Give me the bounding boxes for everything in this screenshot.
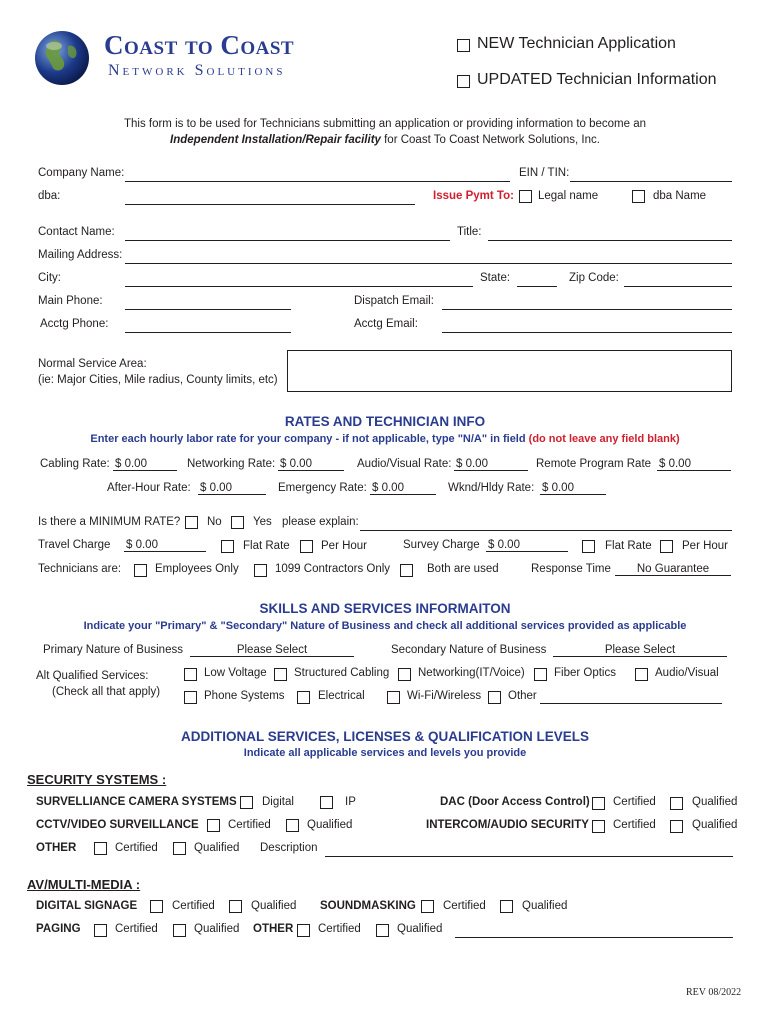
surveillance-ip-checkbox[interactable] <box>320 796 333 809</box>
av-other-qualified-checkbox[interactable] <box>376 924 389 937</box>
security-other-qualified-label: Qualified <box>194 842 240 854</box>
zip-field[interactable] <box>624 286 732 287</box>
networking-checkbox[interactable] <box>398 668 411 681</box>
state-field[interactable] <box>517 286 557 287</box>
cctv-qualified-label: Qualified <box>307 819 353 831</box>
explain-label: please explain: <box>282 516 359 528</box>
signage-qualified-checkbox[interactable] <box>229 900 242 913</box>
other-service-field[interactable] <box>540 703 722 704</box>
main-phone-label: Main Phone: <box>38 295 103 307</box>
av-other-certified-checkbox[interactable] <box>297 924 310 937</box>
alt-services-hint: (Check all that apply) <box>52 686 161 698</box>
response-time-field[interactable]: No Guarantee <box>615 563 731 576</box>
additional-instructions: Indicate all applicable services and levels you provide <box>243 747 527 759</box>
main-phone-field[interactable] <box>125 309 291 310</box>
min-rate-label: Is there a MINIMUM RATE? <box>38 516 181 528</box>
contractors-checkbox[interactable] <box>254 564 267 577</box>
travel-charge-field[interactable]: $ 0.00 <box>124 539 206 552</box>
cctv-label: CCTV/VIDEO SURVEILLANCE <box>36 819 199 831</box>
paging-certified-label: Certified <box>115 923 158 935</box>
wknd-rate-label: Wknd/Hldy Rate: <box>448 482 535 494</box>
min-rate-no-checkbox[interactable] <box>185 516 198 529</box>
soundmasking-qualified-checkbox[interactable] <box>500 900 513 913</box>
dispatch-email-label: Dispatch Email: <box>354 295 434 307</box>
soundmasking-qualified-label: Qualified <box>522 900 568 912</box>
dba-name-label: dba Name <box>653 190 707 202</box>
av-other-field[interactable] <box>455 937 733 938</box>
secondary-nature-label: Secondary Nature of Business <box>391 644 547 656</box>
mailing-address-label: Mailing Address: <box>38 249 123 261</box>
emergency-rate-label: Emergency Rate: <box>278 482 367 494</box>
logo-line2: Network Solutions <box>108 62 286 79</box>
dba-name-checkbox[interactable] <box>632 190 645 203</box>
fiber-optics-checkbox[interactable] <box>534 668 547 681</box>
signage-qualified-label: Qualified <box>251 900 297 912</box>
globe-logo-icon <box>30 28 94 88</box>
employees-label: Employees Only <box>155 563 239 575</box>
cctv-certified-checkbox[interactable] <box>207 819 220 832</box>
phone-systems-label: Phone Systems <box>204 690 285 702</box>
acctg-email-field[interactable] <box>442 332 732 333</box>
electrical-checkbox[interactable] <box>297 691 310 704</box>
intercom-qualified-checkbox[interactable] <box>670 820 683 833</box>
networking-rate-label: Networking Rate: <box>187 458 276 470</box>
primary-nature-select[interactable]: Please Select <box>190 644 354 657</box>
cabling-rate-field[interactable]: $ 0.00 <box>113 458 177 471</box>
new-application-label: NEW Technician Application <box>477 35 676 52</box>
afterhour-rate-field[interactable]: $ 0.00 <box>198 482 266 495</box>
city-label: City: <box>38 272 61 284</box>
travel-per-hour-checkbox[interactable] <box>300 540 313 553</box>
paging-qualified-checkbox[interactable] <box>173 924 186 937</box>
min-rate-yes-label: Yes <box>253 516 272 528</box>
legal-name-label: Legal name <box>538 190 599 202</box>
av-rate-field[interactable]: $ 0.00 <box>454 458 528 471</box>
electrical-label: Electrical <box>318 690 365 702</box>
revision-label: REV 08/2022 <box>686 987 742 998</box>
secondary-nature-select[interactable]: Please Select <box>553 644 727 657</box>
travel-charge-label: Travel Charge <box>38 539 111 551</box>
paging-certified-checkbox[interactable] <box>94 924 107 937</box>
wknd-rate-field[interactable]: $ 0.00 <box>540 482 606 495</box>
intro-line1: This form is to be used for Technicians submitting an application or providing information to become an <box>123 118 647 130</box>
skills-heading: SKILLS AND SERVICES INFORMAITON <box>259 601 511 616</box>
structured-cabling-label: Structured Cabling <box>294 667 390 679</box>
networking-label: Networking(IT/Voice) <box>418 667 525 679</box>
title-field[interactable] <box>488 240 732 241</box>
techs-are-label: Technicians are: <box>38 563 122 575</box>
rates-heading: RATES AND TECHNICIAN INFO <box>284 414 486 429</box>
travel-flat-rate-checkbox[interactable] <box>221 540 234 553</box>
dac-label: DAC (Door Access Control) <box>440 796 590 808</box>
acctg-phone-label: Acctg Phone: <box>40 318 109 330</box>
intercom-certified-checkbox[interactable] <box>592 820 605 833</box>
fiber-optics-label: Fiber Optics <box>554 667 616 679</box>
paging-qualified-label: Qualified <box>194 923 240 935</box>
min-rate-yes-checkbox[interactable] <box>231 516 244 529</box>
intro-bold: Independent Installation/Repair facility <box>170 134 381 146</box>
zip-label: Zip Code: <box>569 272 619 284</box>
ein-label: EIN / TIN: <box>519 167 570 179</box>
surveillance-ip-label: IP <box>345 796 356 808</box>
survey-charge-label: Survey Charge <box>403 539 480 551</box>
explain-field[interactable] <box>360 530 732 531</box>
av-other-qualified-label: Qualified <box>397 923 443 935</box>
primary-nature-label: Primary Nature of Business <box>43 644 183 656</box>
contact-name-label: Contact Name: <box>38 226 115 238</box>
issue-pymt-label: Issue Pymt To: <box>433 190 514 202</box>
digital-signage-label: DIGITAL SIGNAGE <box>36 900 138 912</box>
employees-checkbox[interactable] <box>134 564 147 577</box>
dac-qualified-checkbox[interactable] <box>670 797 683 810</box>
intercom-label: INTERCOM/AUDIO SECURITY <box>426 819 589 831</box>
company-name-field[interactable] <box>125 181 510 182</box>
av-other-label: OTHER <box>253 923 294 935</box>
mailing-address-field[interactable] <box>125 263 732 264</box>
rates-instr-red: (do not leave any field blank) <box>525 433 680 445</box>
both-label: Both are used <box>427 563 499 575</box>
survey-charge-field[interactable]: $ 0.00 <box>486 539 568 552</box>
response-time-label: Response Time <box>531 563 611 575</box>
cctv-qualified-checkbox[interactable] <box>286 819 299 832</box>
other-service-label: Other <box>508 690 537 702</box>
soundmasking-label: SOUNDMASKING <box>320 900 416 912</box>
intro-line2 <box>0 134 770 146</box>
av-other-certified-label: Certified <box>318 923 361 935</box>
surveillance-digital-label: Digital <box>262 796 294 808</box>
signage-certified-checkbox[interactable] <box>150 900 163 913</box>
low-voltage-checkbox[interactable] <box>184 668 197 681</box>
audio-visual-label: Audio/Visual <box>655 667 719 679</box>
acctg-phone-field[interactable] <box>125 332 291 333</box>
description-field[interactable] <box>325 856 733 857</box>
title-label: Title: <box>457 226 482 238</box>
signage-certified-label: Certified <box>172 900 215 912</box>
wifi-label: Wi-Fi/Wireless <box>407 690 482 702</box>
soundmasking-certified-checkbox[interactable] <box>421 900 434 913</box>
additional-heading: ADDITIONAL SERVICES, LICENSES & QUALIFICATION LEVELS <box>180 729 590 744</box>
security-other-label: OTHER <box>36 842 77 854</box>
city-field[interactable] <box>125 286 473 287</box>
emergency-rate-field[interactable]: $ 0.00 <box>370 482 436 495</box>
survey-per-hour-checkbox[interactable] <box>660 540 673 553</box>
acctg-email-label: Acctg Email: <box>354 318 418 330</box>
cabling-rate-label: Cabling Rate: <box>40 458 110 470</box>
phone-systems-checkbox[interactable] <box>184 691 197 704</box>
wifi-checkbox[interactable] <box>387 691 400 704</box>
low-voltage-label: Low Voltage <box>204 667 267 679</box>
surveillance-digital-checkbox[interactable] <box>240 796 253 809</box>
contact-name-field[interactable] <box>125 240 450 241</box>
dba-label: dba: <box>38 190 61 202</box>
other-service-checkbox[interactable] <box>488 691 501 704</box>
intro-rest: for Coast To Coast Network Solutions, Inc. <box>380 134 600 146</box>
cctv-certified-label: Certified <box>228 819 271 831</box>
legal-name-checkbox[interactable] <box>519 190 532 203</box>
security-other-certified-checkbox[interactable] <box>94 842 107 855</box>
av-multimedia-heading: AV/MULTI-MEDIA : <box>27 877 141 892</box>
service-area-label: Normal Service Area: <box>38 358 147 370</box>
survey-flat-rate-label: Flat Rate <box>605 540 652 552</box>
intercom-certified-label: Certified <box>613 819 656 831</box>
service-area-hint: (ie: Major Cities, Mile radius, County limits, etc) <box>38 374 278 386</box>
survey-flat-rate-checkbox[interactable] <box>582 540 595 553</box>
updated-info-label: UPDATED Technician Information <box>477 71 717 88</box>
afterhour-rate-label: After-Hour Rate: <box>107 482 191 494</box>
surveillance-label: SURVELLIANCE CAMERA SYSTEMS <box>36 796 237 808</box>
security-other-qualified-checkbox[interactable] <box>173 842 186 855</box>
rates-instructions <box>0 433 770 445</box>
av-rate-label: Audio/Visual Rate: <box>357 458 452 470</box>
updated-info-checkbox[interactable] <box>457 75 470 88</box>
dac-qualified-label: Qualified <box>692 796 738 808</box>
dac-certified-label: Certified <box>613 796 656 808</box>
soundmasking-certified-label: Certified <box>443 900 486 912</box>
security-systems-heading: SECURITY SYSTEMS : <box>27 772 167 787</box>
remote-rate-label: Remote Program Rate <box>536 458 652 470</box>
description-label: Description <box>260 842 318 854</box>
paging-label: PAGING <box>36 923 81 935</box>
travel-per-hour-label: Per Hour <box>321 540 368 552</box>
dac-certified-checkbox[interactable] <box>592 797 605 810</box>
contractors-label: 1099 Contractors Only <box>275 563 391 575</box>
both-checkbox[interactable] <box>400 564 413 577</box>
structured-cabling-checkbox[interactable] <box>274 668 287 681</box>
new-application-checkbox[interactable] <box>457 39 470 52</box>
dispatch-email-field[interactable] <box>442 309 732 310</box>
travel-flat-rate-label: Flat Rate <box>243 540 290 552</box>
survey-per-hour-label: Per Hour <box>682 540 729 552</box>
security-other-certified-label: Certified <box>115 842 158 854</box>
networking-rate-field[interactable]: $ 0.00 <box>278 458 344 471</box>
state-label: State: <box>480 272 511 284</box>
remote-rate-field[interactable]: $ 0.00 <box>657 458 731 471</box>
skills-instructions: Indicate your "Primary" & "Secondary" Nature of Business and check all additional services provided as applicable <box>83 620 687 632</box>
min-rate-no-label: No <box>207 516 222 528</box>
intercom-qualified-label: Qualified <box>692 819 738 831</box>
ein-field[interactable] <box>570 181 732 182</box>
dba-field[interactable] <box>125 204 415 205</box>
company-name-label: Company Name: <box>38 167 125 179</box>
logo-line1: Coast to Coast <box>104 30 295 60</box>
rates-instr-blue: Enter each hourly labor rate for your company - if not applicable, type "N/A" in field <box>90 433 526 445</box>
service-area-field[interactable] <box>287 350 732 392</box>
audio-visual-checkbox[interactable] <box>635 668 648 681</box>
alt-services-label: Alt Qualified Services: <box>36 670 149 682</box>
